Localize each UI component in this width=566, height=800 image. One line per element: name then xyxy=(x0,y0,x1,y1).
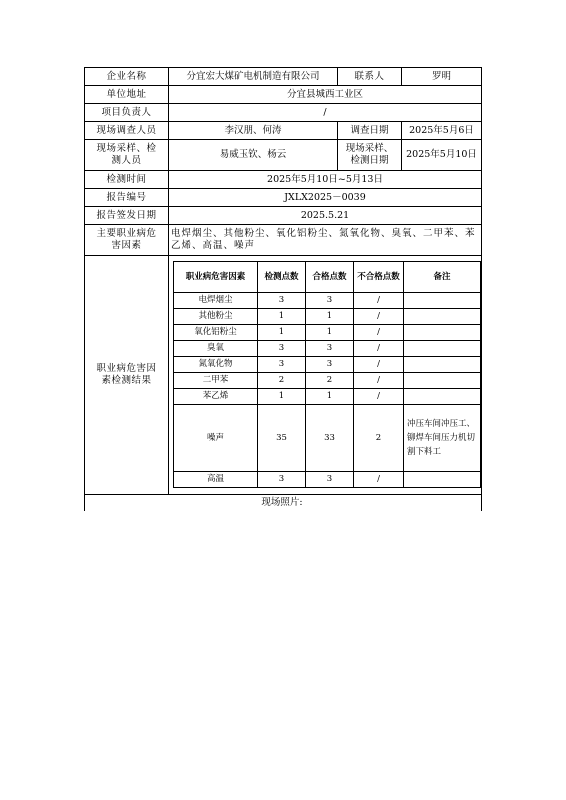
test-time-label: 检测时间 xyxy=(85,171,169,189)
results-label xyxy=(85,256,169,495)
cell-fail: / xyxy=(354,373,404,389)
cell-factor: 氮氧化物 xyxy=(174,357,258,373)
cell-points: 1 xyxy=(258,389,306,405)
cell-points: 1 xyxy=(258,325,306,341)
header-points: 检测点数 xyxy=(258,262,306,293)
hazards-label xyxy=(85,225,169,256)
cell-points: 2 xyxy=(258,373,306,389)
cell-note xyxy=(404,389,481,405)
header-note: 备注 xyxy=(404,262,481,293)
row-investigators xyxy=(85,122,482,140)
cell-factor: 苯乙烯 xyxy=(174,389,258,405)
investigators-label: 现场调查人员 xyxy=(85,122,169,140)
table-row xyxy=(174,341,481,357)
row-project-lead xyxy=(85,104,482,122)
info-table xyxy=(84,67,482,511)
samplers-label xyxy=(85,140,169,171)
row-results xyxy=(85,256,482,495)
row-hazards xyxy=(85,225,482,256)
table-row xyxy=(174,389,481,405)
cell-fail: 2 xyxy=(354,405,404,472)
cell-factor: 臭氧 xyxy=(174,341,258,357)
contact-label: 联系人 xyxy=(338,68,402,86)
cell-fail: / xyxy=(354,309,404,325)
cell-fail: / xyxy=(354,389,404,405)
cell-factor: 高温 xyxy=(174,472,258,488)
contact-name: 罗明 xyxy=(402,68,482,86)
header-factor: 职业病危害因素 xyxy=(174,262,258,293)
row-issue-date xyxy=(85,207,482,225)
test-time-value: 2025年5月10日~5月13日 xyxy=(169,171,482,189)
cell-fail: / xyxy=(354,357,404,373)
survey-date-label: 调查日期 xyxy=(338,122,402,140)
row-report-no xyxy=(85,189,482,207)
report-no-label: 报告编号 xyxy=(85,189,169,207)
cell-note: 冲压车间冲压工、铆焊车间压力机切割下料工 xyxy=(404,405,481,472)
cell-pass: 1 xyxy=(306,389,354,405)
results-cell xyxy=(169,256,482,495)
sampling-date-label-line1: 现场采样、 xyxy=(345,143,394,154)
sampling-date-label-line2: 检测日期 xyxy=(350,155,389,166)
company-label: 企业名称 xyxy=(85,68,169,86)
sampling-date-value: 2025年5月10日 xyxy=(402,140,482,171)
cell-points: 3 xyxy=(258,293,306,309)
investigators-value: 李汉朋、何涛 xyxy=(169,122,338,140)
cell-factor: 其他粉尘 xyxy=(174,309,258,325)
results-label-line1: 职业病危害因 xyxy=(96,363,157,374)
cell-pass: 33 xyxy=(306,405,354,472)
row-test-time xyxy=(85,171,482,189)
cell-pass: 3 xyxy=(306,472,354,488)
company-name: 分宜宏大煤矿电机制造有限公司 xyxy=(169,68,338,86)
cell-factor: 二甲苯 xyxy=(174,373,258,389)
row-company xyxy=(85,68,482,86)
cell-factor: 电焊烟尘 xyxy=(174,293,258,309)
issue-date-value: 2025.5.21 xyxy=(169,207,482,225)
cell-note xyxy=(404,309,481,325)
table-row xyxy=(174,293,481,309)
header-fail: 不合格点数 xyxy=(354,262,404,293)
cell-note xyxy=(404,472,481,488)
hazards-label-line1: 主要职业病危 xyxy=(96,228,157,239)
samplers-label-line1: 现场采样、检 xyxy=(96,143,157,154)
row-samplers xyxy=(85,140,482,171)
cell-note xyxy=(404,373,481,389)
results-table xyxy=(173,261,481,488)
cell-note xyxy=(404,293,481,309)
table-row xyxy=(174,325,481,341)
cell-points: 3 xyxy=(258,341,306,357)
samplers-label-line2: 测人员 xyxy=(111,155,142,166)
hazards-value: 电焊烟尘、其他粉尘、氧化铝粉尘、氮氧化物、臭氧、二甲苯、苯乙烯、高温、噪声 xyxy=(169,225,482,256)
survey-date-value: 2025年5月6日 xyxy=(402,122,482,140)
results-header-row xyxy=(174,262,481,293)
cell-pass: 2 xyxy=(306,373,354,389)
cell-points: 35 xyxy=(258,405,306,472)
cell-fail: / xyxy=(354,341,404,357)
row-photo xyxy=(85,495,482,512)
table-row xyxy=(174,309,481,325)
cell-points: 3 xyxy=(258,357,306,373)
photo-label: 现场照片: xyxy=(85,495,482,512)
table-row xyxy=(174,357,481,373)
issue-date-label: 报告签发日期 xyxy=(85,207,169,225)
table-row xyxy=(174,405,481,472)
hazards-label-line2: 害因素 xyxy=(111,240,142,251)
cell-pass: 1 xyxy=(306,309,354,325)
cell-pass: 3 xyxy=(306,357,354,373)
cell-factor: 噪声 xyxy=(174,405,258,472)
table-row xyxy=(174,472,481,488)
cell-points: 3 xyxy=(258,472,306,488)
project-lead-label: 项目负责人 xyxy=(85,104,169,122)
project-lead-value: / xyxy=(169,104,482,122)
cell-points: 1 xyxy=(258,309,306,325)
cell-fail: / xyxy=(354,325,404,341)
row-address xyxy=(85,86,482,104)
sampling-date-label xyxy=(338,140,402,171)
address-label: 单位地址 xyxy=(85,86,169,104)
header-pass: 合格点数 xyxy=(306,262,354,293)
cell-fail: / xyxy=(354,472,404,488)
cell-note xyxy=(404,341,481,357)
table-row xyxy=(174,373,481,389)
cell-pass: 3 xyxy=(306,341,354,357)
samplers-value: 易威玉钦、杨云 xyxy=(169,140,338,171)
cell-note xyxy=(404,357,481,373)
results-label-line2: 素检测结果 xyxy=(101,375,152,386)
cell-pass: 1 xyxy=(306,325,354,341)
cell-factor: 氧化铝粉尘 xyxy=(174,325,258,341)
report-no-value: JXLX2025－0039 xyxy=(169,189,482,207)
cell-note xyxy=(404,325,481,341)
cell-fail: / xyxy=(354,293,404,309)
cell-pass: 3 xyxy=(306,293,354,309)
report-document xyxy=(84,67,481,511)
address-value: 分宜县城西工业区 xyxy=(169,86,482,104)
